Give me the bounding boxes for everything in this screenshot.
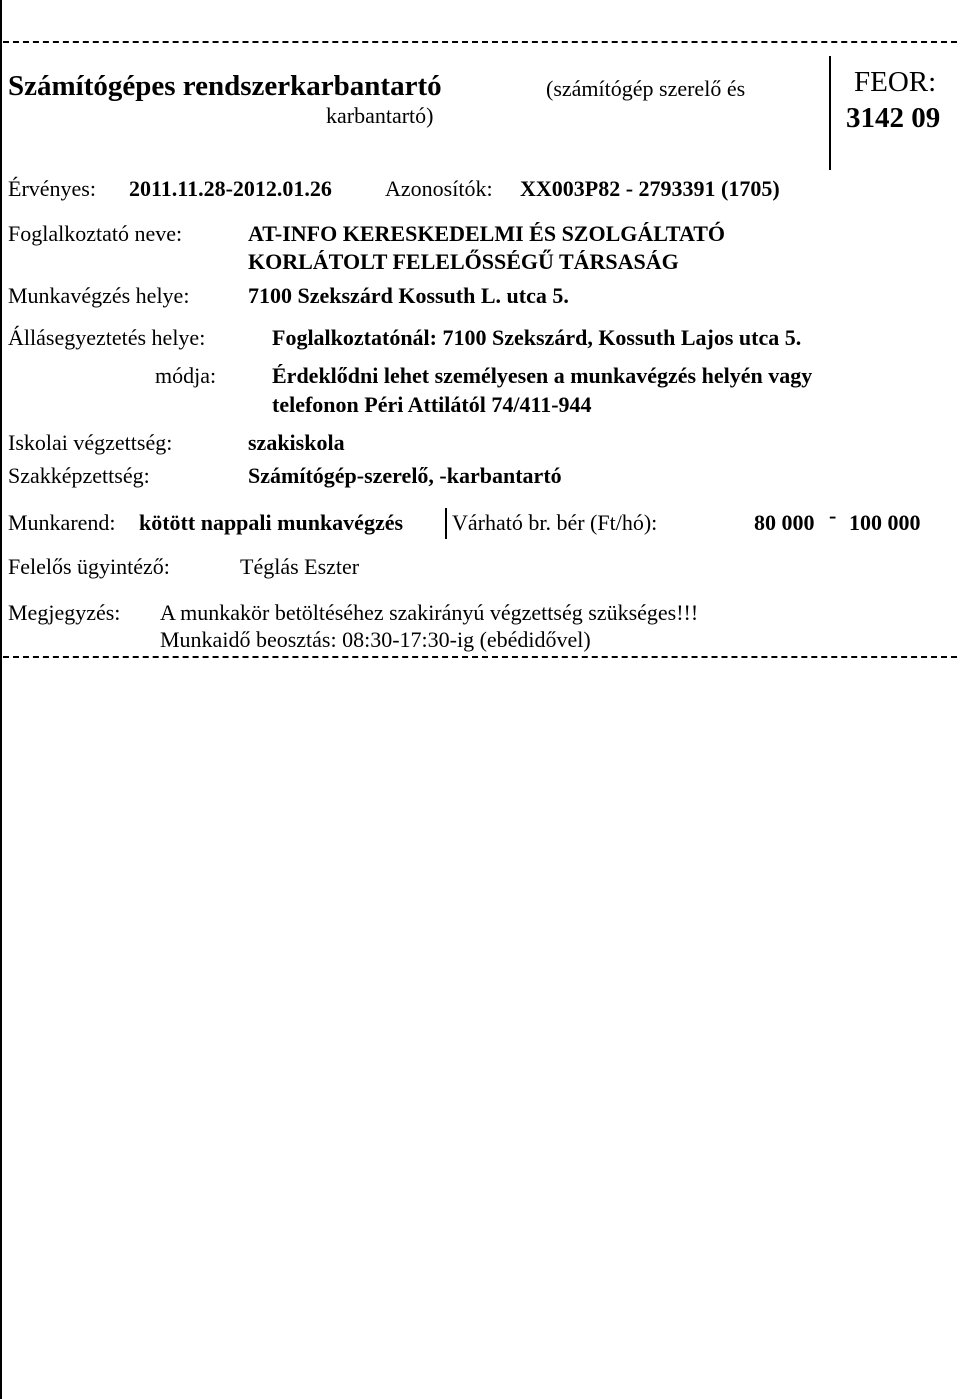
wage-divider: [445, 508, 447, 539]
validity-value: 2011.11.28-2012.01.26: [129, 176, 332, 201]
wage-separator: -: [829, 503, 837, 528]
identifier-label: Azonosítók:: [385, 176, 493, 201]
qualification-label: Szakképzettség:: [8, 463, 150, 488]
interview-method-line2: telefonon Péri Attilától 74/411-944: [272, 392, 592, 417]
left-border: [0, 0, 2, 1399]
employer-label: Foglalkoztató neve:: [8, 221, 183, 246]
feor-divider: [829, 56, 831, 170]
contact-label: Felelős ügyintéző:: [8, 554, 170, 579]
employer-name-line2: KORLÁTOLT FELELŐSSÉGŰ TÁRSASÁG: [248, 249, 679, 274]
schedule-value: kötött nappali munkavégzés: [139, 510, 404, 535]
schedule-label: Munkarend:: [8, 510, 116, 535]
note-line1: A munkakör betöltéséhez szakirányú végzettség szükséges!!!: [160, 600, 699, 625]
top-dashed-divider: [3, 41, 957, 43]
qualification-value: Számítógép-szerelő, -karbantartó: [248, 463, 562, 488]
interview-method-line1: Érdeklődni lehet személyesen a munkavégzés helyén vagy: [272, 363, 813, 388]
workplace-value: 7100 Szekszárd Kossuth L. utca 5.: [248, 283, 569, 308]
school-label: Iskolai végzettség:: [8, 430, 173, 455]
school-value: szakiskola: [248, 430, 345, 455]
identifier-value: XX003P82 - 2793391 (1705): [520, 176, 780, 201]
wage-max: 100 000: [849, 510, 921, 535]
wage-label: Várható br. bér (Ft/hó):: [452, 510, 658, 535]
note-label: Megjegyzés:: [8, 600, 121, 625]
feor-label: FEOR:: [854, 66, 937, 98]
interview-method-label: módja:: [155, 363, 217, 388]
wage-min: 80 000: [754, 510, 815, 535]
interview-place-label: Állásegyeztetés helye:: [8, 325, 206, 350]
feor-code: 3142 09: [846, 102, 941, 134]
bottom-dashed-divider: [3, 656, 957, 658]
workplace-label: Munkavégzés helye:: [8, 283, 190, 308]
validity-label: Érvényes:: [8, 176, 96, 201]
employer-name-line1: AT-INFO KERESKEDELMI ÉS SZOLGÁLTATÓ: [248, 221, 726, 246]
job-title-sub-line2: karbantartó): [326, 103, 434, 128]
job-title-sub-line1: (számítógép szerelő és: [546, 76, 746, 101]
job-title: Számítógépes rendszerkarbantartó: [8, 70, 442, 102]
interview-place-value: Foglalkoztatónál: 7100 Szekszárd, Kossuth Lajos utca 5.: [272, 325, 802, 350]
contact-value: Téglás Eszter: [240, 554, 360, 579]
note-line2: Munkaidő beosztás: 08:30-17:30-ig (ebédidővel): [160, 627, 591, 652]
